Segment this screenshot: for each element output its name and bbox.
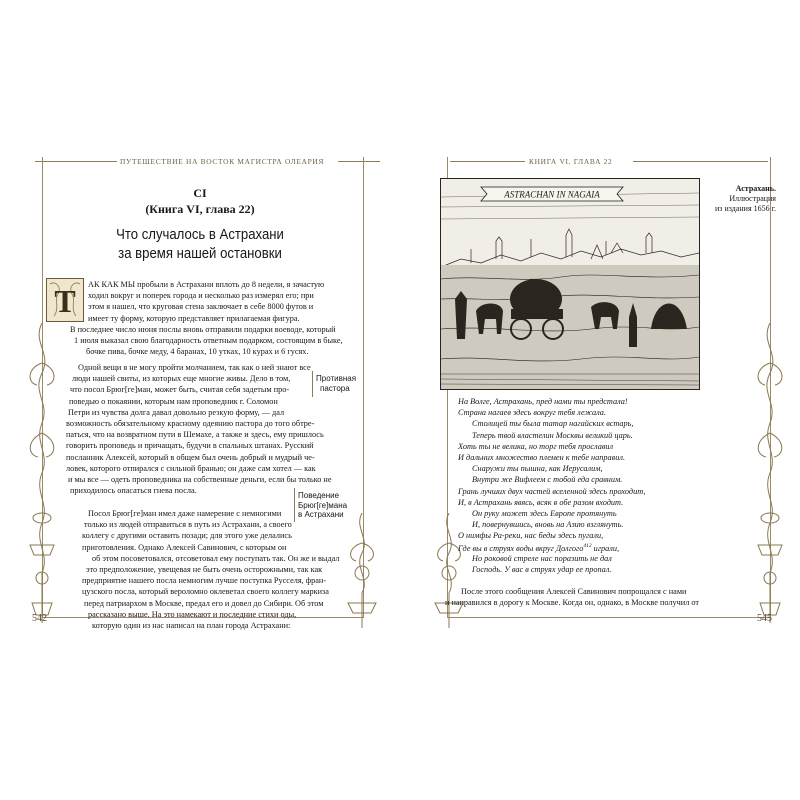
text-line: предприятие нашего посла немногим лучше поступка Русселя, фран- xyxy=(82,576,327,586)
dropcap-letter: Т xyxy=(54,283,76,319)
page-number: 545 xyxy=(757,613,772,624)
verse-line: Снаружи ты пышна, как Иерусалим, xyxy=(472,464,603,474)
engraving-banner xyxy=(477,183,627,205)
margin-note-line: Поведение xyxy=(298,491,340,500)
margin-note xyxy=(298,491,347,520)
left-page xyxy=(20,143,390,637)
chapter-title-line: Что случалось в Астрахани xyxy=(116,227,284,243)
chapter-title-line: за время нашей остановки xyxy=(118,246,282,262)
text-line: которую один из нас написал на план города Астрахани: xyxy=(92,620,291,630)
margin-note-line: Брюг[ге]мана xyxy=(298,500,348,510)
margin-note-rule xyxy=(312,371,313,397)
text-line: говорить проповедь и причащать, будучи в спальных штанах. Русский xyxy=(66,441,314,451)
ode-verse xyxy=(458,396,645,575)
text-line: об этом посоветовался, отсоветовал ему поступать так. Он же и выдал xyxy=(92,553,340,563)
verse-line: Внутри же Вифлеем с тобой еда сравним. xyxy=(472,475,623,485)
candelabra-ornament-right xyxy=(342,513,382,628)
text-line: Посол Брюг[ге]ман имел даже намерение с немногими xyxy=(88,509,282,518)
caption-title: Астрахань. xyxy=(735,184,776,193)
text-line: АК КАК МЫ пробыли в Астрахани вплоть до 8 недели, я зачастую xyxy=(88,280,325,289)
margin-note-rule xyxy=(294,488,295,522)
body-text xyxy=(445,586,699,608)
text-line: что посол Брюг[ге]ман, может быть, считая себя задетым про- xyxy=(70,385,290,395)
text-line: и направился в дорогу к Москве. Когда он, однако, в Москве получил от xyxy=(445,598,700,608)
text-line: посланник Алексей, который в общем был очень добрый и мудрый че- xyxy=(66,452,315,462)
text-line: ловек, которого отпирался с сильной бранью; он даже сам хотел — как xyxy=(66,463,316,473)
text-line: коллегу с другими оставить позади; для этого уже делались xyxy=(82,531,292,541)
verse-line: Теперь твой властелин Москвы великий царь. xyxy=(472,430,633,440)
text-line: этом я нашел, что круговая стена заключает в себе 8000 футов и xyxy=(88,302,314,312)
text-line: поведью о покаянии, которым нам проповедник г. Соломон xyxy=(69,396,278,406)
running-head: ПУТЕШЕСТВИЕ НА ВОСТОК МАГИСТРА ОЛЕАРИЯ xyxy=(120,157,325,166)
margin-note-line: Противная xyxy=(316,374,357,383)
text-line: В последнее число июня послы вновь отправили подарки воеводе, который xyxy=(70,325,336,334)
text-line: приготовления. Однако Алексей Савинович, с которым он xyxy=(82,542,287,552)
candelabra-ornament-left xyxy=(22,323,62,623)
margin-note xyxy=(316,374,356,393)
text-line: 1 июля выказал свою благодарность ответным подарком, состоящим в быке, xyxy=(74,336,343,346)
page-number: 542 xyxy=(32,613,47,624)
body-text xyxy=(80,508,340,631)
engraving-banner-text: ASTRACHAN IN NAGAIA xyxy=(504,189,600,200)
verse-line xyxy=(458,541,645,552)
text-line: ходил вокруг и поперек города и несколько раз измерял его; при xyxy=(88,291,314,301)
chapter-subtitle: (Книга VI, глава 22) xyxy=(145,202,255,216)
illustration-caption xyxy=(701,184,776,213)
verse-line: Господь. У вас в струях удар ее пропал. xyxy=(472,564,612,574)
text-line: возможность обязательному красному одеянию пастора до того обтре- xyxy=(66,418,315,428)
caption-line: Иллюстрация xyxy=(729,193,776,203)
verse-line: На Волге, Астрахань, пред нами ты предстала! xyxy=(458,397,628,406)
verse-line: Грань лучших двух частей вселенной здесь проходит, xyxy=(458,486,646,496)
verse-line-text: Где вы в струях воды вкруг Долгого xyxy=(458,544,584,554)
text-line: Петри из чувства долга давал довольно резкую форму, — дал xyxy=(68,407,285,417)
text-line: паться, что на возвратном пути в Шемахе, а также и здесь, ему пришлось xyxy=(66,430,324,440)
text-line: бочке пива, бочке меду, 4 баранах, 10 утках, 10 курах и 6 гусях. xyxy=(86,347,309,357)
verse-line: И, в Астрахань явясь, всяк в обе разом входит. xyxy=(458,497,624,507)
chapter-number: CI xyxy=(193,186,207,200)
verse-line: Он руку может здесь Европе протянуть xyxy=(472,508,617,518)
chapter-title xyxy=(108,226,292,264)
text-line: рассказано выше. На это намекают и последние стихи оды, xyxy=(88,609,297,619)
astrakhan-engraving xyxy=(440,178,700,390)
text-line: После этого сообщения Алексей Савинович попрощался с нами xyxy=(461,587,687,596)
text-line: только из людей отправиться в путь из Астрахани, а своего xyxy=(84,520,292,530)
text-line: люди нашей свиты, из которых еще многие живы. Дело в том, xyxy=(72,374,291,384)
running-head: КНИГА VI. ГЛАВА 22 xyxy=(529,157,613,166)
text-line: это предположение, увещевая не быть очень осторожными, так как xyxy=(86,564,323,574)
verse-line: О нимфы Ра-реки, нас беды здесь пугали, xyxy=(458,531,604,541)
verse-line: И дальних множество племен к тебе направил. xyxy=(458,452,626,462)
verse-line: Хоть ты не велика, но торг тебя прославил xyxy=(458,441,614,451)
verse-line: Столицей ты была татар нагайских встарь, xyxy=(472,419,634,429)
verse-line-tail: играли, xyxy=(591,544,620,554)
footnote-reference[interactable]: 412 xyxy=(583,543,592,550)
text-line: перед патриархом в Москве, предал его и довел до Сибири. Об этом xyxy=(84,598,324,608)
body-text xyxy=(64,362,332,496)
engraving-illustration xyxy=(441,179,699,389)
body-text xyxy=(62,324,343,358)
text-line: цузского посла, который вероломно оклеветал своего коллегу маркиза xyxy=(82,587,329,597)
verse-line: Страна нагаев здесь вокруг тебя лежала. xyxy=(458,408,606,418)
verse-line: Но роковой стреле нас поразить не дал xyxy=(472,553,612,563)
text-line: приходилось опасаться гнева посла. xyxy=(70,486,197,496)
text-line: Одной вещи я не могу пройти молчанием, так как о ней знают все xyxy=(78,363,311,372)
caption-line: из издания 1656 г. xyxy=(715,203,776,213)
text-line: имеет ту форму, которую представляет прилагаемая фигура. xyxy=(88,313,300,323)
text-line: и мы все — одеть проповедника на собственные деньги, если бы только не xyxy=(68,474,332,484)
right-page xyxy=(405,143,790,637)
body-text xyxy=(88,279,324,324)
candelabra-ornament-right xyxy=(750,323,790,623)
margin-note-line: пастора xyxy=(320,383,350,393)
ornamental-dropcap xyxy=(46,278,84,322)
verse-line: И, повернувшись, вновь на Азию взглянуть. xyxy=(472,520,624,530)
margin-note-line: в Астрахани xyxy=(298,510,344,520)
